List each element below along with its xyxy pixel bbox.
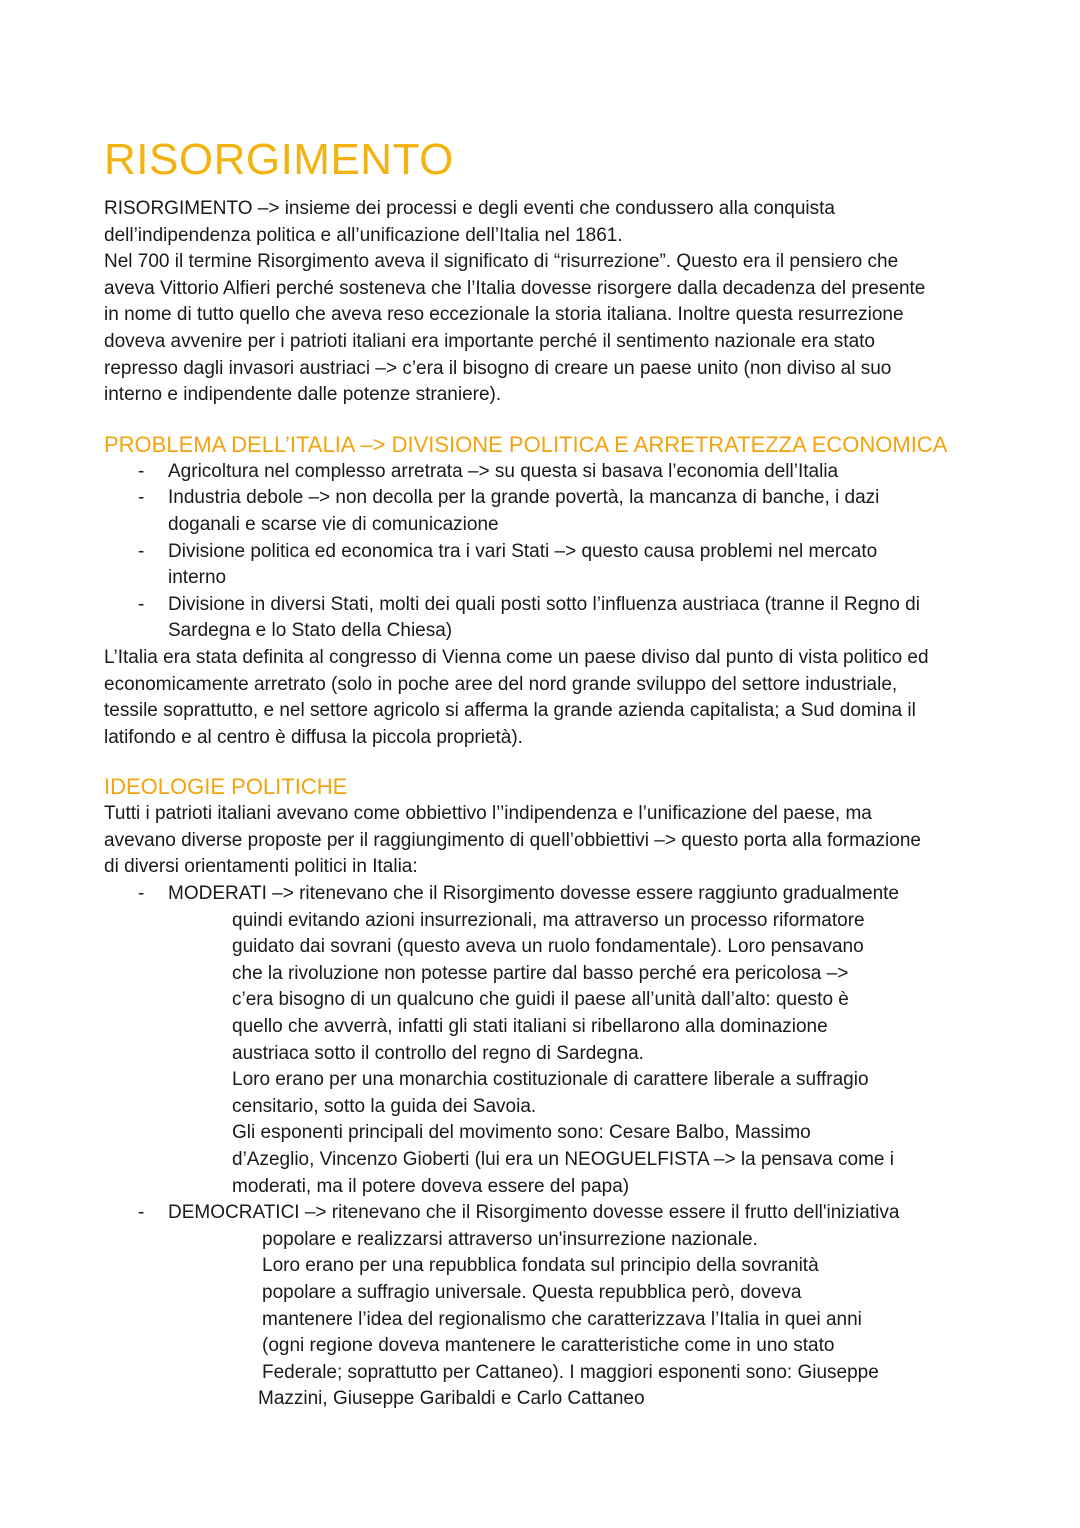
moderati-first-line: MODERATI –> ritenevano che il Risorgimento dovesse essere raggiunto gradualmente — [168, 883, 899, 905]
democratici-first-line: DEMOCRATICI –> ritenevano che il Risorgimento dovesse essere il frutto dell'iniziativa — [168, 1202, 900, 1224]
intro-line: in nome di tutto quello che aveva reso eccezionale la storia italiana. Inoltre questa resurrezione — [104, 304, 904, 326]
list-item — [104, 592, 984, 645]
problema-list — [104, 459, 984, 645]
section-heading-ideologie: IDEOLOGIE POLITICHE — [104, 774, 348, 800]
list-item-line: - Divisione politica ed economica tra i vari Stati –> questo causa problemi nel mercato — [168, 540, 878, 562]
moderati-item — [104, 881, 984, 908]
list-item-line: Sardegna e lo Stato della Chiesa) — [168, 620, 453, 642]
moderati-line: Gli esponenti principali del movimento sono: Cesare Balbo, Massimo — [232, 1122, 811, 1144]
list-item-line: - Industria debole –> non decolla per la grande povertà, la mancanza di banche, i dazi — [168, 487, 880, 509]
democratici-line: mantenere l’idea del regionalismo che caratterizzava l’Italia in quei anni — [262, 1308, 862, 1330]
intro-line: RISORGIMENTO –> insieme dei processi e degli eventi che condussero alla conquista — [104, 198, 835, 219]
intro-line: interno e indipendente dalle potenze straniere). — [104, 384, 502, 406]
paragraph-line: latifondo e al centro è diffusa la piccola proprietà). — [104, 726, 523, 748]
intro-line: dell’indipendenza politica e all’unificazione dell’Italia nel 1861. — [104, 224, 623, 246]
democratici-line: Loro erano per una repubblica fondata sul principio della sovranità — [262, 1255, 819, 1277]
dash-bullet: - — [138, 883, 145, 905]
intro-line: Nel 700 il termine Risorgimento aveva il significato di “risurrezione”. Questo era il pensiero che — [104, 251, 899, 273]
paragraph-line: L’Italia era stata definita al congresso di Vienna come un paese diviso dal punto di vista politico ed — [104, 646, 929, 668]
moderati-line: d’Azeglio, Vincenzo Gioberti (lui era un NEOGUELFISTA –> la pensava come i — [232, 1149, 894, 1170]
moderati-line: austriaca sotto il controllo del regno di Sardegna. — [232, 1042, 644, 1064]
section-heading-problema: PROBLEMA DELL’ITALIA –> DIVISIONE POLITICA E ARRETRATEZZA ECONOMICA — [104, 431, 948, 457]
moderati-description — [104, 908, 984, 1201]
list-item-line: interno — [168, 567, 227, 589]
democratici-line: Federale; soprattutto per Cattaneo). I maggiori esponenti sono: Giuseppe — [262, 1361, 879, 1383]
moderati-line: censitario, sotto la guida dei Savoia. — [232, 1095, 537, 1117]
democratici-line: popolare a suffragio universale. Questa repubblica però, doveva — [262, 1281, 802, 1303]
moderati-line: quindi evitando azioni insurrezionali, ma attraverso un processo riformatore — [232, 909, 865, 931]
moderati-line: c’era bisogno di un qualcuno che guidi il paese all’unità dall’alto: questo è — [232, 989, 849, 1011]
intro-paragraph — [104, 196, 984, 409]
democratici-description — [104, 1227, 984, 1413]
ideologie-paragraph — [104, 801, 984, 881]
list-item — [104, 539, 984, 592]
democratici-line: popolare e realizzarsi attraverso un'insurrezione nazionale. — [262, 1228, 758, 1250]
page-title: RISORGIMENTO — [104, 135, 454, 184]
list-item-line: - Divisione in diversi Stati, molti dei quali posti sotto l’influenza austriaca (tranne il Regno di — [168, 593, 920, 615]
paragraph-line: Tutti i patrioti italiani avevano come obbiettivo l’’indipendenza e l’unificazione del paese, ma — [104, 803, 872, 825]
list-item — [104, 485, 984, 538]
democratici-line: (ogni regione doveva mantenere le caratteristiche come in uno stato — [262, 1335, 835, 1357]
list-item — [104, 459, 984, 486]
democratici-item — [104, 1200, 984, 1227]
moderati-line: Loro erano per una monarchia costituzionale di carattere liberale a suffragio — [232, 1069, 869, 1091]
moderati-line: quello che avverrà, infatti gli stati italiani si ribellarono alla dominazione — [232, 1016, 828, 1038]
list-item-line: doganali e scarse vie di comunicazione — [168, 513, 499, 535]
moderati-line: guidato dai sovrani (questo aveva un ruolo fondamentale). Loro pensavano — [232, 936, 864, 958]
paragraph-line: avevano diverse proposte per il raggiungimento di quell’obbiettivi –> questo porta alla formazione — [104, 829, 921, 851]
intro-line: represso dagli invasori austriaci –> c’era il bisogno di creare un paese unito (non diviso al suo — [104, 357, 892, 379]
problema-paragraph — [104, 645, 984, 751]
list-item-line: - Agricoltura nel complesso arretrata –> su questa si basava l’economia dell’Italia — [168, 460, 839, 482]
moderati-line: che la rivoluzione non potesse partire dal basso perché era pericolosa –> — [232, 962, 849, 984]
intro-line: doveva avvenire per i patrioti italiani era importante perché il sentimento nazionale era stato — [104, 330, 875, 352]
document-content — [104, 134, 984, 1413]
dash-bullet: - — [138, 1202, 145, 1224]
democratici-line: Mazzini, Giuseppe Garibaldi e Carlo Cattaneo — [258, 1388, 645, 1410]
moderati-line: moderati, ma il potere doveva essere del papa) — [232, 1175, 630, 1197]
paragraph-line: tessile soprattutto, e nel settore agricolo si afferma la grande azienda capitalista; a Sud domina il — [104, 700, 916, 722]
paragraph-line: di diversi orientamenti politici in Italia: — [104, 856, 418, 878]
intro-line: aveva Vittorio Alfieri perché sosteneva che l’Italia dovesse risorgere dalla decadenza del presente — [104, 277, 926, 299]
paragraph-line: economicamente arretrato (solo in poche aree del nord grande sviluppo del settore industriale, — [104, 673, 898, 695]
